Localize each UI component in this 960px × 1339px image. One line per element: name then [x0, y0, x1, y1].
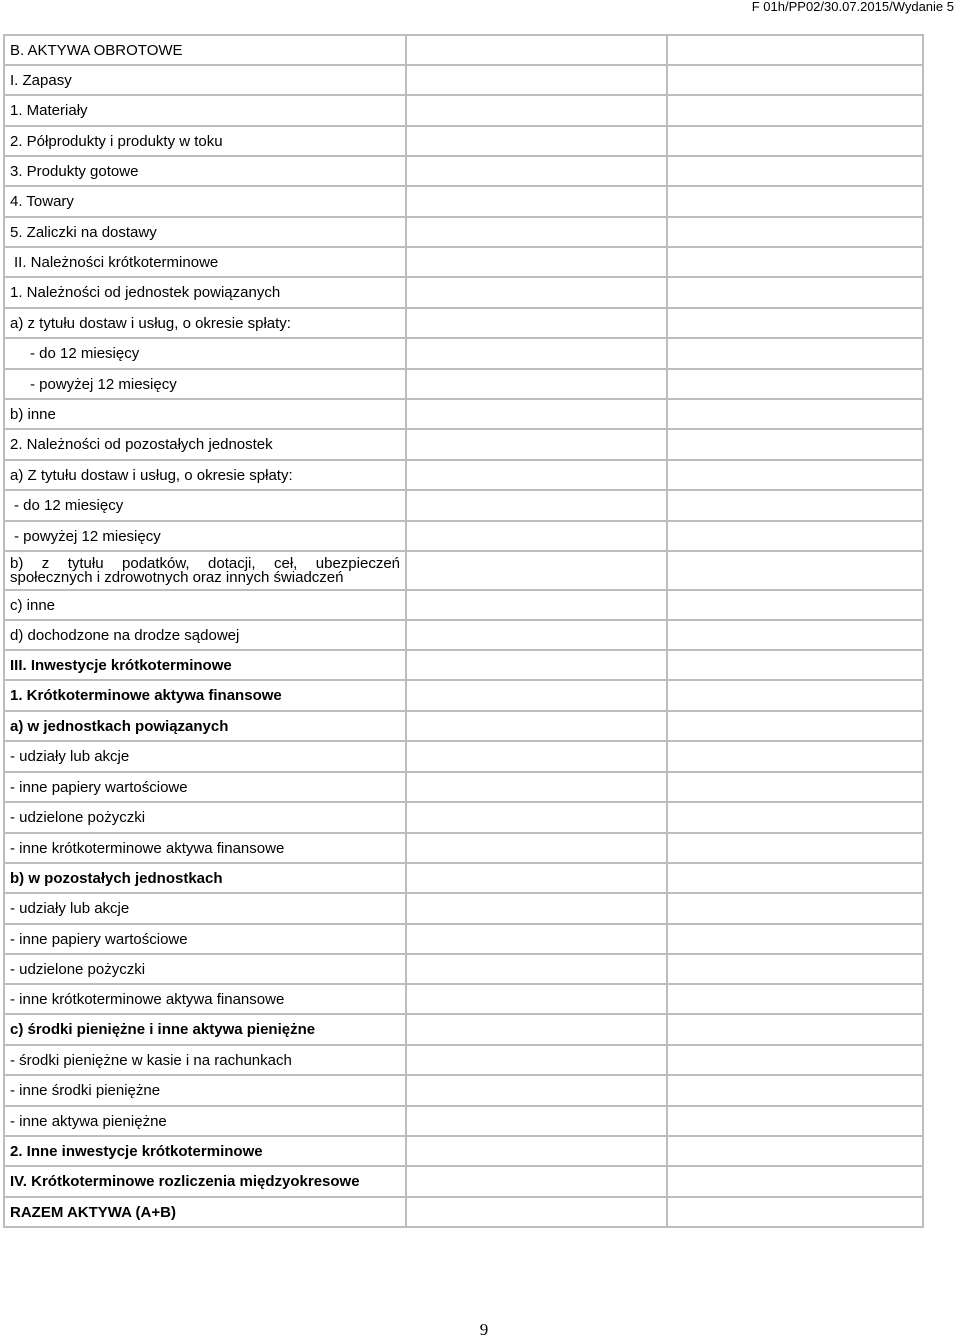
row-label: 2. Półprodukty i produkty w toku: [10, 132, 223, 150]
row-label-cell: [4, 369, 406, 399]
current-year-value-cell[interactable]: [406, 429, 667, 460]
previous-year-value-cell[interactable]: [667, 924, 923, 954]
row-label-cell: [4, 156, 406, 186]
row-label: c) środki pieniężne i inne aktywa pieniężne: [10, 1021, 316, 1038]
row-label-cell: [4, 217, 406, 247]
row-label-cell: [4, 1075, 406, 1106]
previous-year-value-cell[interactable]: [667, 1075, 923, 1106]
row-label-cell: [4, 35, 406, 65]
previous-year-value-cell[interactable]: [667, 1014, 923, 1045]
table-row: [4, 1106, 923, 1136]
table-row: [4, 95, 923, 126]
current-year-value-cell[interactable]: [406, 802, 667, 833]
table-row: [4, 802, 923, 833]
previous-year-value-cell[interactable]: [667, 833, 923, 863]
current-year-value-cell[interactable]: [406, 186, 667, 217]
table-row: [4, 924, 923, 954]
row-label-cell: [4, 711, 406, 741]
table-row: [4, 772, 923, 802]
row-label-cell: [4, 490, 406, 521]
table-row: [4, 521, 923, 551]
row-label: - udzielone pożyczki: [10, 809, 146, 826]
row-label-cell: [4, 680, 406, 711]
row-label-cell: [4, 772, 406, 802]
row-label-cell: [4, 338, 406, 369]
previous-year-value-cell[interactable]: [667, 620, 923, 650]
table-row: [4, 277, 923, 308]
table-row: [4, 1136, 923, 1166]
row-label: - do 12 miesięcy: [30, 345, 140, 362]
row-label: a) w jednostkach powiązanych: [10, 717, 229, 735]
table-row: [4, 186, 923, 217]
row-label: 4. Towary: [10, 193, 74, 210]
current-year-value-cell[interactable]: [406, 95, 667, 126]
row-label-cell: [4, 590, 406, 620]
previous-year-value-cell[interactable]: [667, 338, 923, 369]
row-label-cell: [4, 1045, 406, 1075]
table-row: [4, 680, 923, 711]
row-label-cell: [4, 954, 406, 984]
current-year-value-cell[interactable]: [406, 650, 667, 680]
previous-year-value-cell[interactable]: [667, 460, 923, 490]
current-year-value-cell[interactable]: [406, 277, 667, 308]
row-label: - inne papiery wartościowe: [10, 930, 188, 948]
page-number: 9: [479, 1320, 489, 1339]
row-label: - do 12 miesięcy: [14, 497, 124, 514]
row-label-cell: [4, 833, 406, 863]
current-year-value-cell[interactable]: [406, 521, 667, 551]
previous-year-value-cell[interactable]: [667, 186, 923, 217]
row-label-cell: [4, 460, 406, 490]
previous-year-value-cell[interactable]: [667, 551, 923, 590]
row-label: - udziały lub akcje: [10, 748, 130, 765]
table-row: [4, 650, 923, 680]
current-year-value-cell[interactable]: [406, 924, 667, 954]
previous-year-value-cell[interactable]: [667, 741, 923, 772]
previous-year-value-cell[interactable]: [667, 65, 923, 95]
current-year-value-cell[interactable]: [406, 954, 667, 984]
table-row: [4, 863, 923, 893]
previous-year-value-cell[interactable]: [667, 1045, 923, 1075]
row-label: - inne krótkoterminowe aktywa finansowe: [10, 990, 285, 1008]
row-label: 5. Zaliczki na dostawy: [10, 223, 157, 241]
row-label-cell: [4, 65, 406, 95]
row-label: c) inne: [10, 596, 56, 614]
previous-year-value-cell[interactable]: [667, 984, 923, 1014]
row-label-cell: [4, 650, 406, 680]
previous-year-value-cell[interactable]: [667, 490, 923, 521]
row-label-cell: [4, 1197, 406, 1227]
previous-year-value-cell[interactable]: [667, 893, 923, 924]
current-year-value-cell[interactable]: [406, 1106, 667, 1136]
table-row: [4, 429, 923, 460]
previous-year-value-cell[interactable]: [667, 95, 923, 126]
current-year-value-cell[interactable]: [406, 772, 667, 802]
row-label: - inne krótkoterminowe aktywa finansowe: [10, 839, 285, 857]
previous-year-value-cell[interactable]: [667, 217, 923, 247]
row-label-cell: [4, 429, 406, 460]
table-body: [4, 35, 923, 1227]
previous-year-value-cell[interactable]: [667, 863, 923, 893]
current-year-value-cell[interactable]: [406, 1136, 667, 1166]
table-row: [4, 833, 923, 863]
current-year-value-cell[interactable]: [406, 893, 667, 924]
previous-year-value-cell[interactable]: [667, 429, 923, 460]
row-label-cell: [4, 1166, 406, 1197]
table-row: [4, 1197, 923, 1227]
previous-year-value-cell[interactable]: [667, 308, 923, 338]
current-year-value-cell[interactable]: [406, 863, 667, 893]
current-year-value-cell[interactable]: [406, 620, 667, 650]
previous-year-value-cell[interactable]: [667, 277, 923, 308]
current-year-value-cell[interactable]: [406, 369, 667, 399]
row-label: b) w pozostałych jednostkach: [10, 869, 223, 887]
previous-year-value-cell[interactable]: [667, 680, 923, 711]
table-row: [4, 984, 923, 1014]
current-year-value-cell[interactable]: [406, 399, 667, 429]
previous-year-value-cell[interactable]: [667, 35, 923, 65]
row-label-cell: [4, 551, 406, 590]
previous-year-value-cell[interactable]: [667, 1136, 923, 1166]
current-year-value-cell[interactable]: [406, 590, 667, 620]
row-label-cell: [4, 924, 406, 954]
table-row: [4, 217, 923, 247]
table-row: [4, 399, 923, 429]
row-label: II. Należności krótkoterminowe: [14, 253, 219, 271]
table-row: [4, 490, 923, 521]
row-label-cell: [4, 126, 406, 156]
row-label-cell: [4, 1106, 406, 1136]
row-label: - powyżej 12 miesięcy: [14, 527, 161, 545]
current-year-value-cell[interactable]: [406, 126, 667, 156]
table-row: [4, 35, 923, 65]
row-label-cell: [4, 399, 406, 429]
row-label-cell: [4, 802, 406, 833]
row-label: RAZEM AKTYWA (A+B): [10, 1203, 176, 1221]
row-label: - udziały lub akcje: [10, 900, 130, 917]
table-row: [4, 247, 923, 277]
row-label: 1. Należności od jednostek powiązanych: [10, 284, 281, 301]
row-label: d) dochodzone na drodze sądowej: [10, 626, 240, 644]
current-year-value-cell[interactable]: [406, 833, 667, 863]
previous-year-value-cell[interactable]: [667, 1106, 923, 1136]
table-row: [4, 126, 923, 156]
row-label-cell: [4, 186, 406, 217]
row-label: IV. Krótkoterminowe rozliczenia międzyokresowe: [10, 1173, 360, 1190]
previous-year-value-cell[interactable]: [667, 126, 923, 156]
row-label-cell: [4, 1014, 406, 1045]
table-row: [4, 1045, 923, 1075]
table-row: [4, 551, 923, 590]
previous-year-value-cell[interactable]: [667, 156, 923, 186]
current-year-value-cell[interactable]: [406, 65, 667, 95]
row-label: a) z tytułu dostaw i usług, o okresie spłaty:: [10, 314, 291, 332]
table-row: [4, 338, 923, 369]
current-year-value-cell[interactable]: [406, 1197, 667, 1227]
table-row: [4, 1166, 923, 1197]
current-year-value-cell[interactable]: [406, 247, 667, 277]
current-year-value-cell[interactable]: [406, 1166, 667, 1197]
current-year-value-cell[interactable]: [406, 308, 667, 338]
current-year-value-cell[interactable]: [406, 1045, 667, 1075]
table-row: [4, 460, 923, 490]
current-year-value-cell[interactable]: [406, 460, 667, 490]
table-row: [4, 741, 923, 772]
previous-year-value-cell[interactable]: [667, 1197, 923, 1227]
previous-year-value-cell[interactable]: [667, 247, 923, 277]
table-row: [4, 1075, 923, 1106]
row-label: - powyżej 12 miesięcy: [30, 375, 177, 393]
table-row: [4, 620, 923, 650]
table-row: [4, 1014, 923, 1045]
row-label: - inne papiery wartościowe: [10, 778, 188, 796]
previous-year-value-cell[interactable]: [667, 650, 923, 680]
row-label: 1. Materiały: [10, 102, 88, 119]
row-label: - środki pieniężne w kasie i na rachunkach: [10, 1051, 292, 1069]
current-year-value-cell[interactable]: [406, 156, 667, 186]
row-label: 1. Krótkoterminowe aktywa finansowe: [10, 687, 282, 704]
previous-year-value-cell[interactable]: [667, 1166, 923, 1197]
row-label-cell: [4, 893, 406, 924]
row-label-cell: [4, 863, 406, 893]
row-label-cell: [4, 277, 406, 308]
current-year-value-cell[interactable]: [406, 711, 667, 741]
row-label-cell: [4, 521, 406, 551]
current-year-value-cell[interactable]: [406, 984, 667, 1014]
table-row: [4, 308, 923, 338]
document-code: F 01h/PP02/30.07.2015/Wydanie 5: [751, 0, 954, 14]
row-label: a) Z tytułu dostaw i usług, o okresie spłaty:: [10, 466, 293, 484]
previous-year-value-cell[interactable]: [667, 772, 923, 802]
balance-sheet-assets-table: [3, 34, 924, 1228]
table-row: [4, 954, 923, 984]
row-label: 3. Produkty gotowe: [10, 162, 139, 180]
current-year-value-cell[interactable]: [406, 551, 667, 590]
previous-year-value-cell[interactable]: [667, 369, 923, 399]
row-label-cell: [4, 620, 406, 650]
row-label: - inne aktywa pieniężne: [10, 1112, 167, 1130]
row-label: 2. Inne inwestycje krótkoterminowe: [10, 1142, 263, 1160]
row-label: b) inne: [10, 405, 56, 423]
row-label-cell: [4, 984, 406, 1014]
row-label: - inne środki pieniężne: [10, 1082, 161, 1099]
row-label-cell: [4, 1136, 406, 1166]
previous-year-value-cell[interactable]: [667, 590, 923, 620]
table-row: [4, 369, 923, 399]
current-year-value-cell[interactable]: [406, 490, 667, 521]
row-label: B. AKTYWA OBROTOWE: [10, 41, 183, 59]
row-label: I. Zapasy: [10, 71, 72, 89]
current-year-value-cell[interactable]: [406, 741, 667, 772]
table-row: [4, 893, 923, 924]
current-year-value-cell[interactable]: [406, 680, 667, 711]
table-row: [4, 590, 923, 620]
previous-year-value-cell[interactable]: [667, 802, 923, 833]
row-label-cell: [4, 741, 406, 772]
row-label: b) z tytułu podatków, dotacji, ceł, ubezpieczeń społecznych i zdrowotnych oraz innych świadczeń: [10, 554, 400, 586]
row-label: III. Inwestycje krótkoterminowe: [10, 656, 232, 674]
current-year-value-cell[interactable]: [406, 1014, 667, 1045]
row-label-cell: [4, 247, 406, 277]
previous-year-value-cell[interactable]: [667, 954, 923, 984]
current-year-value-cell[interactable]: [406, 338, 667, 369]
row-label-cell: [4, 95, 406, 126]
row-label: 2. Należności od pozostałych jednostek: [10, 436, 273, 453]
table-row: [4, 65, 923, 95]
row-label: - udzielone pożyczki: [10, 960, 146, 978]
row-label-cell: [4, 308, 406, 338]
previous-year-value-cell[interactable]: [667, 521, 923, 551]
current-year-value-cell[interactable]: [406, 35, 667, 65]
table-row: [4, 156, 923, 186]
table-row: [4, 711, 923, 741]
previous-year-value-cell[interactable]: [667, 399, 923, 429]
current-year-value-cell[interactable]: [406, 1075, 667, 1106]
current-year-value-cell[interactable]: [406, 217, 667, 247]
previous-year-value-cell[interactable]: [667, 711, 923, 741]
